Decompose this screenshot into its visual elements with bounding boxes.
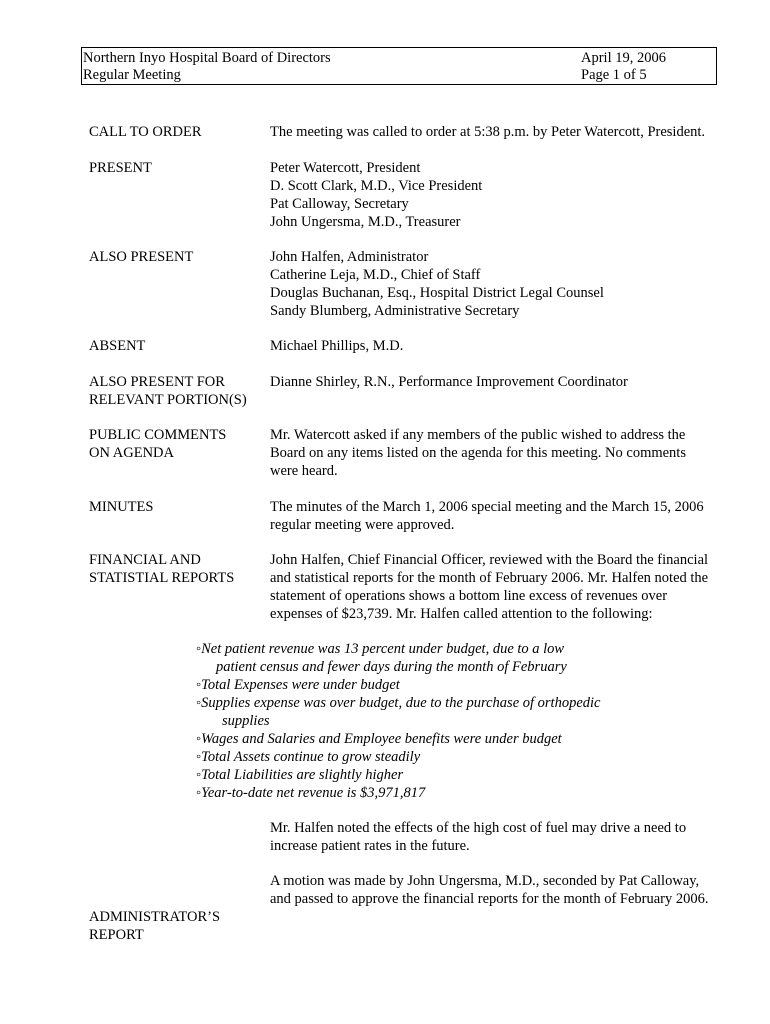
label-line: MINUTES (89, 499, 154, 515)
list-item-text: Net patient revenue was 13 percent under budget, due to a low (201, 641, 565, 657)
list-item (196, 730, 656, 748)
section-label (89, 248, 264, 266)
content-line: The meeting was called to order at 5:38 p.m. by Peter Watercott, President. (270, 124, 706, 140)
list-item (196, 784, 656, 802)
bullet-marker: ◦ (196, 767, 202, 783)
label-line: CALL TO ORDER (89, 124, 202, 140)
label-line: PUBLIC COMMENTS (89, 427, 227, 443)
bullet-marker: ◦ (196, 641, 202, 657)
list-item-text: Total Liabilities are slightly higher (201, 767, 404, 783)
content-line: The minutes of the March 1, 2006 special meeting and the March 15, 2006 (270, 499, 704, 515)
attendee: D. Scott Clark, M.D., Vice President (270, 178, 483, 194)
list-item-continuation: supplies (222, 713, 270, 729)
list-item (196, 640, 656, 676)
fuel-cost-note (270, 819, 740, 855)
bullet-marker: ◦ (196, 677, 202, 693)
paragraph-line: increase patient rates in the future. (270, 838, 470, 854)
list-item-text: Total Assets continue to grow steadily (201, 749, 421, 765)
header-meeting-type: Regular Meeting (83, 67, 181, 83)
content-line: and statistical reports for the month of February 2006. Mr. Halfen noted the (270, 570, 709, 586)
paragraph-line: and passed to approve the financial reports for the month of February 2006. (270, 891, 709, 907)
label-line: STATISTIAL REPORTS (89, 570, 235, 586)
attendee: Catherine Leja, M.D., Chief of Staff (270, 267, 481, 283)
attendee: Sandy Blumberg, Administrative Secretary (270, 303, 520, 319)
content-line: expenses of $23,739. Mr. Halfen called attention to the following: (270, 606, 653, 622)
bullet-marker: ◦ (196, 749, 202, 765)
financial-highlights-list (196, 640, 656, 802)
list-item (196, 766, 656, 784)
header-left (83, 50, 331, 84)
header-org: Northern Inyo Hospital Board of Directors (83, 50, 331, 66)
paragraph-line: Mr. Halfen noted the effects of the high cost of fuel may drive a need to (270, 820, 687, 836)
label-line: ABSENT (89, 338, 146, 354)
content-line: were heard. (270, 463, 338, 479)
section-content (270, 248, 740, 320)
list-item-text: Supplies expense was over budget, due to the purchase of orthopedic (201, 695, 601, 711)
attendee: Peter Watercott, President (270, 160, 421, 176)
section-content (270, 159, 740, 231)
section-label (89, 498, 264, 516)
label-line: ALSO PRESENT FOR (89, 374, 225, 390)
content-line: Mr. Watercott asked if any members of the public wished to address the (270, 427, 686, 443)
label-line: REPORT (89, 927, 144, 943)
section-label (89, 159, 264, 177)
section-content (270, 498, 740, 534)
list-item (196, 748, 656, 766)
bullet-marker: ◦ (196, 785, 202, 801)
attendee: Douglas Buchanan, Esq., Hospital District Legal Counsel (270, 285, 604, 301)
section-content (270, 551, 740, 623)
list-item (196, 676, 656, 694)
section-label (89, 551, 264, 587)
header-right (581, 50, 666, 84)
list-item-text: Year-to-date net revenue is $3,971,817 (201, 785, 426, 801)
list-item-continuation: patient census and fewer days during the month of February (216, 659, 567, 675)
attendee: Dianne Shirley, R.N., Performance Improvement Coordinator (270, 374, 628, 390)
label-line: ON AGENDA (89, 445, 174, 461)
section-label (89, 373, 264, 409)
list-item-text: Total Expenses were under budget (201, 677, 400, 693)
header-date: April 19, 2006 (581, 50, 666, 66)
label-line: ADMINISTRATOR’S (89, 909, 221, 925)
attendee: John Ungersma, M.D., Treasurer (270, 214, 461, 230)
attendee: John Halfen, Administrator (270, 249, 429, 265)
label-line: FINANCIAL AND (89, 552, 201, 568)
attendee: Pat Calloway, Secretary (270, 196, 409, 212)
attendee: Michael Phillips, M.D. (270, 338, 404, 354)
page-header (81, 47, 717, 85)
content-line: statement of operations shows a bottom line excess of revenues over (270, 588, 668, 604)
section-label (89, 908, 264, 944)
motion-paragraph (270, 872, 740, 908)
label-line: RELEVANT PORTION(S) (89, 392, 247, 408)
section-content (270, 373, 740, 391)
label-line: ALSO PRESENT (89, 249, 194, 265)
section-label (89, 426, 264, 462)
section-content (270, 337, 740, 355)
label-line: PRESENT (89, 160, 152, 176)
paragraph-line: A motion was made by John Ungersma, M.D., seconded by Pat Calloway, (270, 873, 700, 889)
content-line: Board on any items listed on the agenda for this meeting. No comments (270, 445, 686, 461)
list-item-text: Wages and Salaries and Employee benefits were under budget (201, 731, 562, 747)
content-line: John Halfen, Chief Financial Officer, reviewed with the Board the financial (270, 552, 709, 568)
section-label (89, 337, 264, 355)
section-content (270, 426, 740, 480)
section-label (89, 123, 264, 141)
bullet-marker: ◦ (196, 731, 202, 747)
list-item (196, 694, 656, 730)
bullet-marker: ◦ (196, 695, 202, 711)
content-line: regular meeting were approved. (270, 517, 455, 533)
header-page-number: Page 1 of 5 (581, 67, 647, 83)
section-content (270, 123, 740, 141)
